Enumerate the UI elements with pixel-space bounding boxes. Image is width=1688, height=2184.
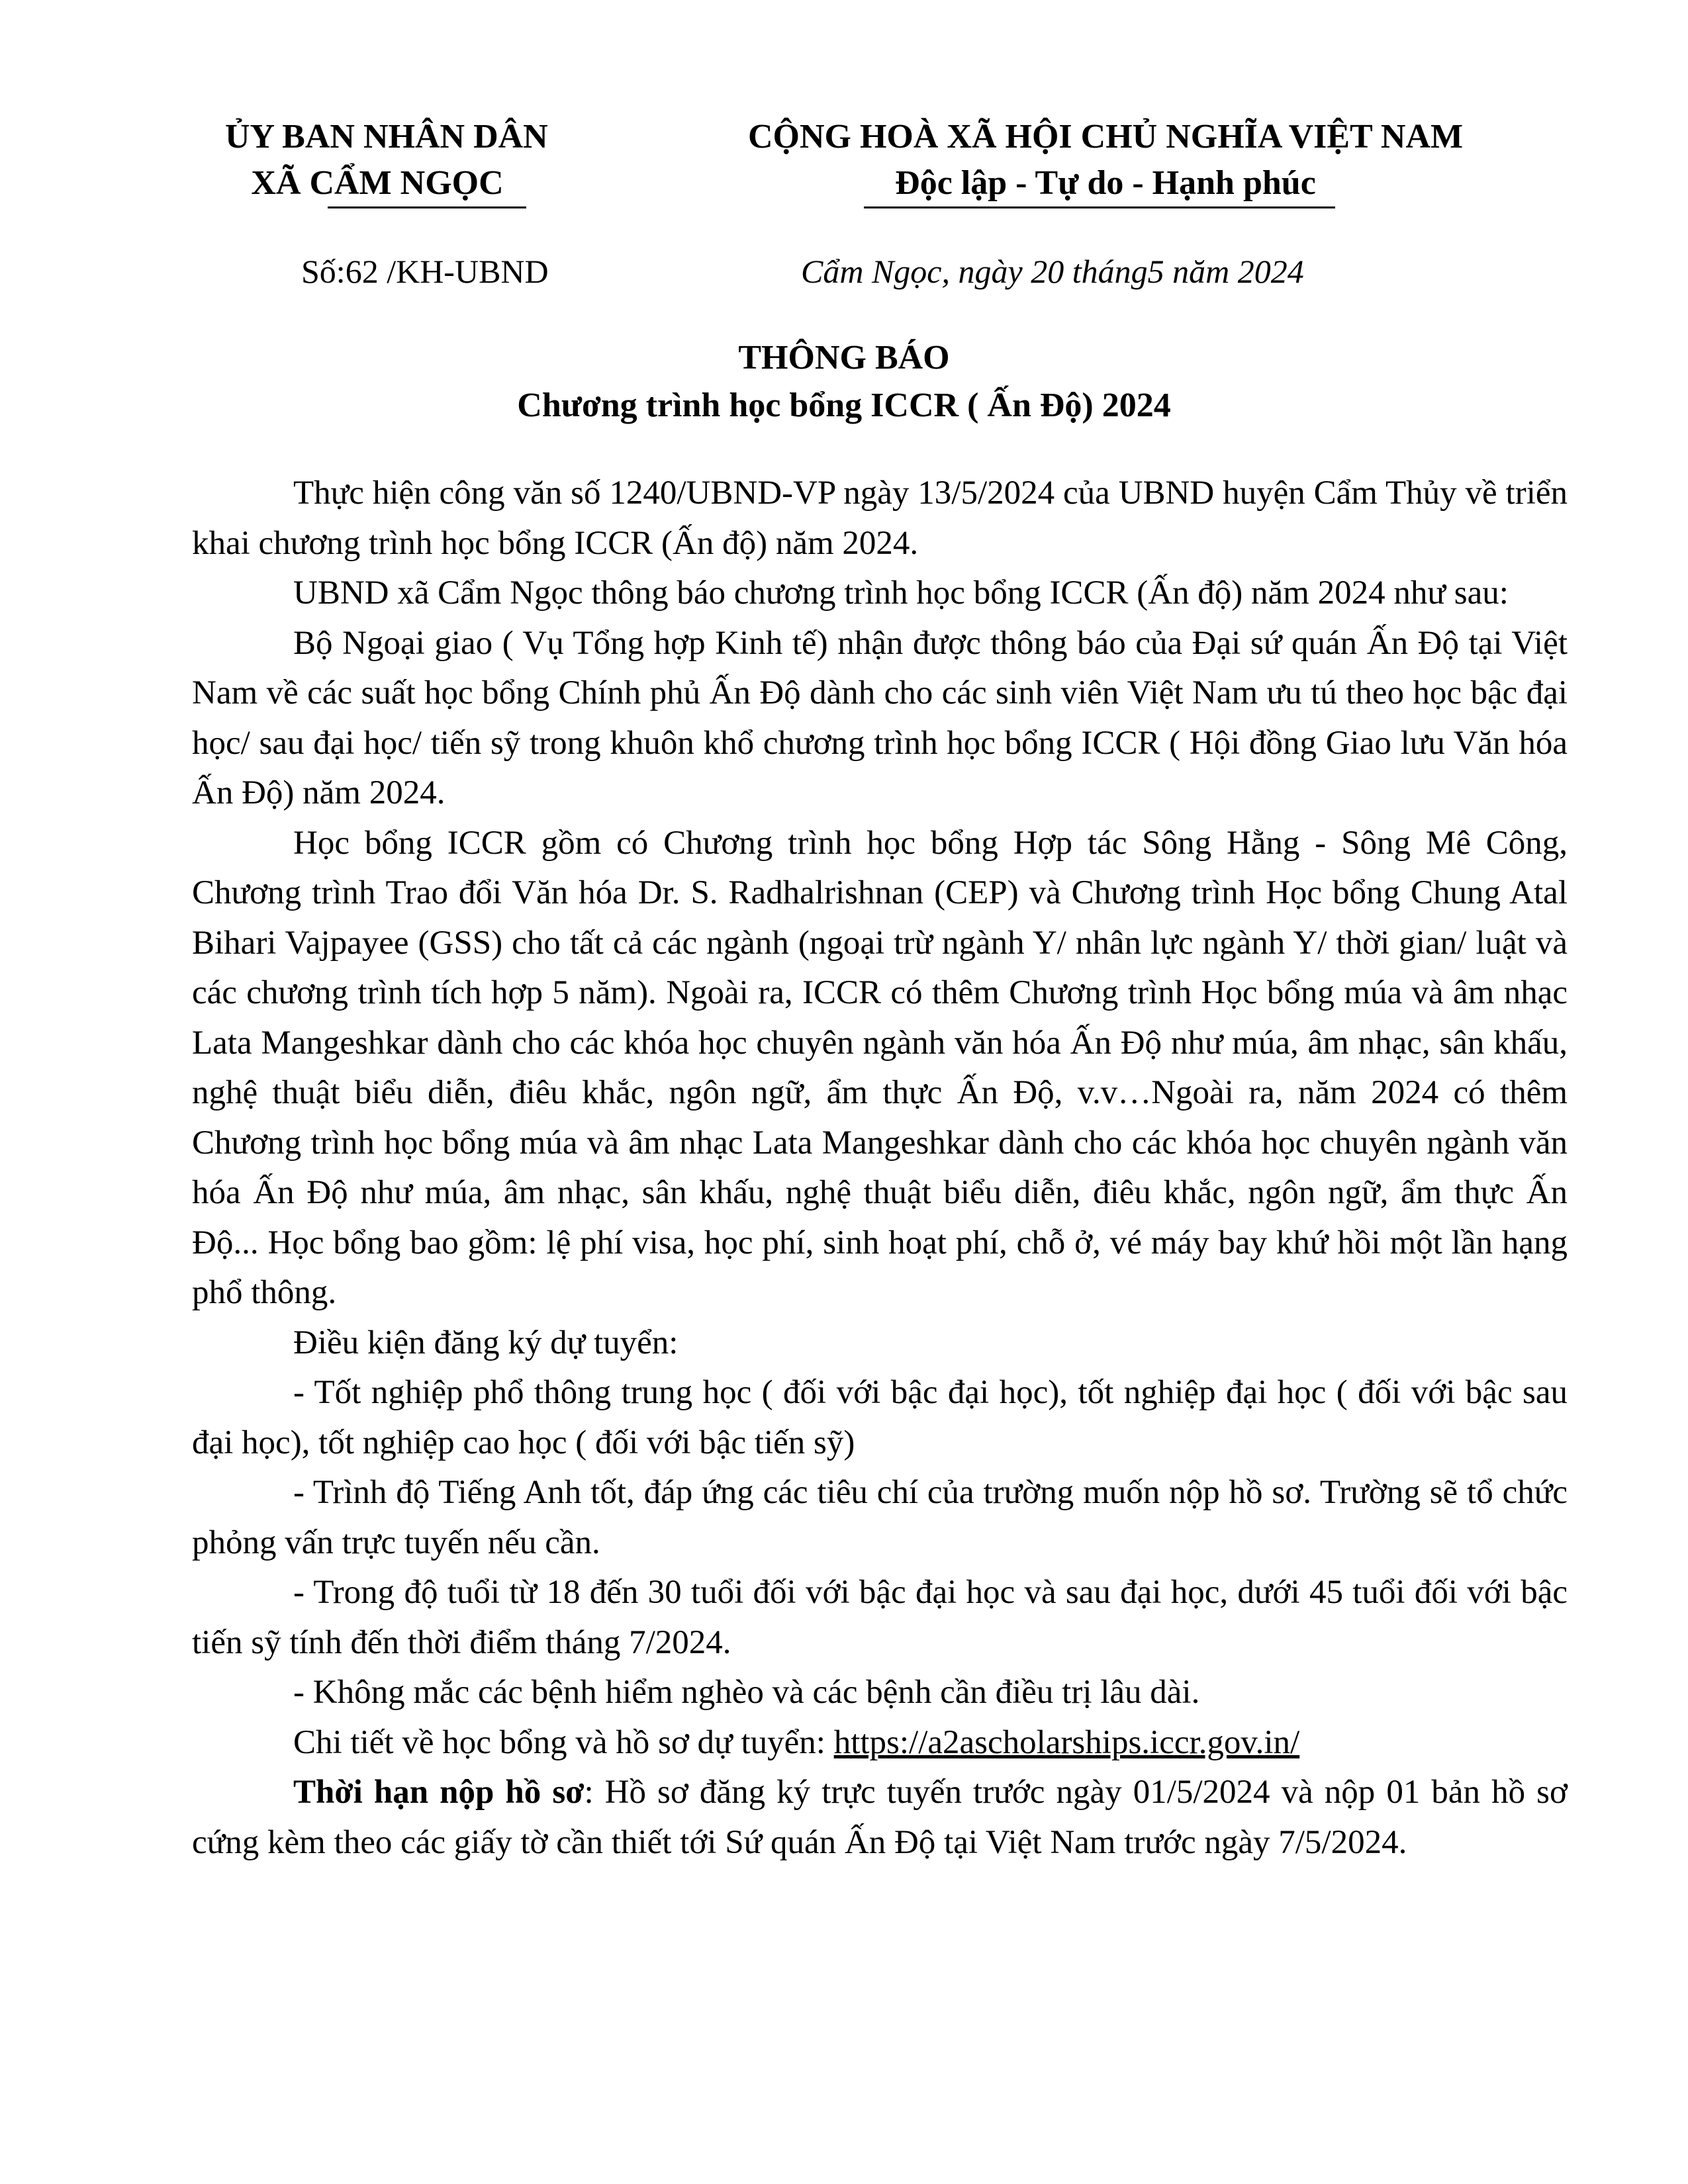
details-prefix: Chi tiết về học bổng và hồ sơ dự tuyển: [293, 1723, 834, 1761]
title-main: THÔNG BÁO [738, 339, 950, 377]
condition-age: - Trong độ tuổi từ 18 đến 30 tuổi đối với bậc đại học và sau đại học, dưới 45 tuổi đối với bậc tiến sỹ tính đến thời điểm tháng 7/2024. [192, 1574, 1568, 1661]
nation-name: CỘNG HOÀ XÃ HỘI CHỦ NGHĨA VIỆT NAM [747, 118, 1464, 156]
place-and-date: Cẩm Ngọc, ngày 20 tháng5 năm 2024 [801, 253, 1304, 290]
paragraph-scholarship-programs: Học bổng ICCR gồm có Chương trình học bổng Hợp tác Sông Hằng - Sông Mê Công, Chương trình Trao đổi Văn hóa Dr. S. Radhalrishnan (CEP) và Chương trình Học bổng Chung Atal Bihari Vajpayee (GSS) cho tất cả các ngành (ngoại trừ ngành Y/ nhân lực ngành Y/ thời gian/ luật và các chương trình tích hợp 5 năm). Ngoài ra, ICCR có thêm Chương trình Học bổng múa và âm nhạc Lata Mangeshkar dành cho các khóa học chuyên ngành văn hóa Ấn Độ như múa, âm nhạc, sân khấu, nghệ thuật biểu diễn, điêu khắc, ngôn ngữ, ẩm thực Ấn Độ, v.v…Ngoài ra, năm 2024 có thêm Chương trình học bổng múa và âm nhạc Lata Mangeshkar dành cho các khóa học chuyên ngành văn hóa Ấn Độ như múa, âm nhạc, sân khấu, nghệ thuật biểu diễn, điêu khắc, ngôn ngữ, ẩm thực Ấn Độ... Học bổng bao gồm: lệ phí visa, học phí, sinh hoạt phí, chỗ ở, vé máy bay khứ hồi một lần hạng phổ thông. [192, 824, 1568, 1311]
document-title [0, 334, 1688, 430]
scholarship-link[interactable]: https://a2ascholarships.iccr.gov.in/ [833, 1723, 1300, 1761]
paragraph-ministry-notice: Bộ Ngoại giao ( Vụ Tổng hợp Kinh tế) nhận được thông báo của Đại sứ quán Ấn Độ tại Việt Nam về các suất học bổng Chính phủ Ấn Độ dành cho các sinh viên Việt Nam ưu tú theo học bậc đại học/ sau đại học/ tiến sỹ trong khuôn khổ chương trình học bổng ICCR ( Hội đồng Giao lưu Văn hóa Ấn Độ) năm 2024. [192, 624, 1568, 811]
paragraph-deadline [192, 1768, 1568, 1868]
deadline-text: : Hồ sơ đăng ký trực tuyến trước ngày 01/5/2024 và nộp 01 bản hồ sơ cứng kèm theo các giấy tờ cần thiết tới Sứ quán Ấn Độ tại Việt Nam trước ngày 7/5/2024. [192, 1774, 1568, 1861]
deadline-label: Thời hạn nộp hồ sơ [293, 1774, 585, 1811]
condition-education: - Tốt nghiệp phổ thông trung học ( đối với bậc đại học), tốt nghiệp đại học ( đối với bậc sau đại học), tốt nghiệp cao học ( đối với bậc tiến sỹ) [192, 1374, 1568, 1461]
title-subject: Chương trình học bổng ICCR ( Ấn Độ) 2024 [517, 387, 1171, 424]
authority-name-line1: ỦY BAN NHÂN DÂN [225, 118, 548, 156]
paragraph-reference: Thực hiện công văn số 1240/UBND-VP ngày 13/5/2024 của UBND huyện Cẩm Thủy về triển khai chương trình học bổng ICCR (Ấn độ) năm 2024. [192, 475, 1568, 562]
condition-health: - Không mắc các bệnh hiểm nghèo và các bệnh cần điều trị lâu dài. [293, 1674, 1200, 1711]
document-number: Số:62 /KH-UBND [301, 253, 549, 290]
nation-motto: Độc lập - Tự do - Hạnh phúc [895, 164, 1316, 202]
paragraph-eligibility-heading: Điều kiện đăng ký dự tuyển: [293, 1324, 679, 1361]
paragraph-announcement: UBND xã Cẩm Ngọc thông báo chương trình học bổng ICCR (Ấn độ) năm 2024 như sau: [293, 574, 1509, 612]
issuing-authority [225, 114, 548, 206]
motto-underline [864, 206, 1335, 208]
paragraph-details [192, 1718, 1568, 1768]
condition-english: - Trình độ Tiếng Anh tốt, đáp ứng các tiêu chí của trường muốn nộp hồ sơ. Trường sẽ tổ chức phỏng vấn trực tuyến nếu cần. [192, 1474, 1568, 1561]
document-body [192, 469, 1568, 1868]
authority-name-line2: XÃ CẨM NGỌC [251, 164, 504, 202]
national-motto [675, 114, 1536, 206]
authority-underline [328, 206, 526, 208]
